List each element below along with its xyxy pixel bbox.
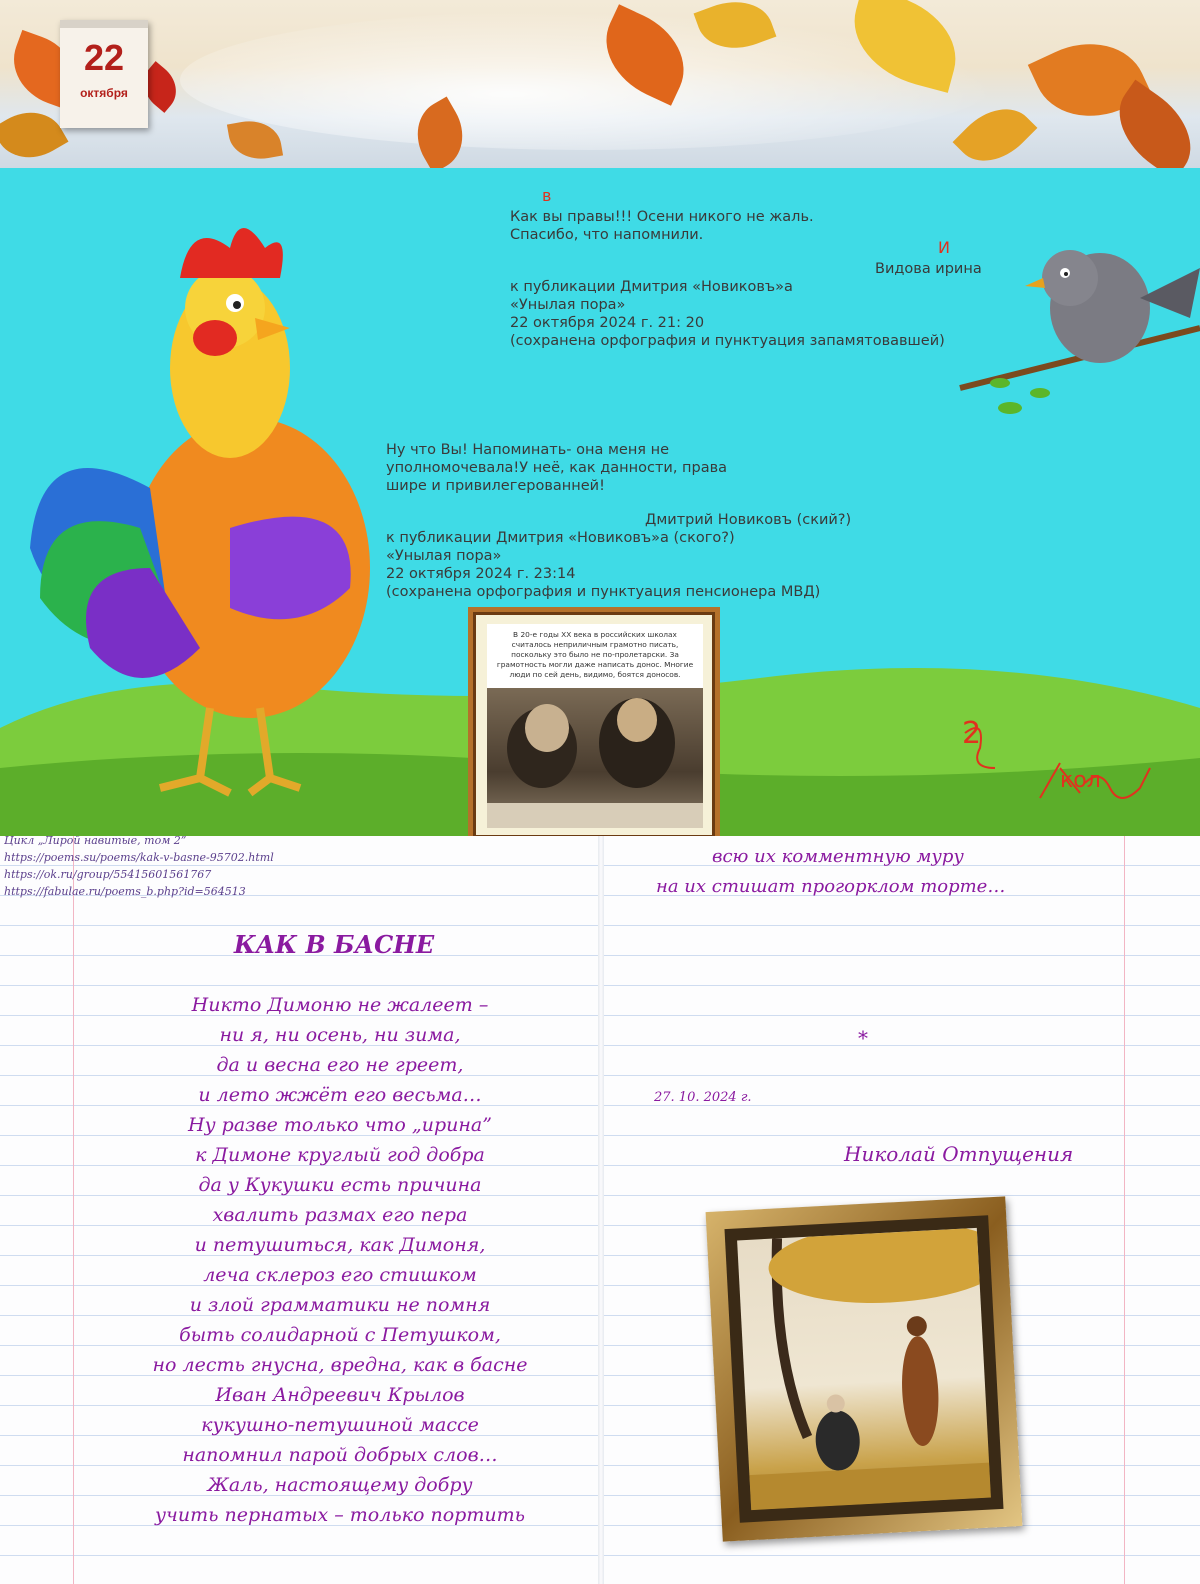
- comment2-author: Дмитрий Новиковъ (ский?): [645, 512, 852, 528]
- poem-line: к Димоне круглый год добра: [195, 1144, 485, 1166]
- comment2-date: 22 октября 2024 г. 23:14: [386, 566, 576, 582]
- correction-i: И: [938, 238, 950, 257]
- poem-line: Иван Андреевич Крылов: [215, 1384, 465, 1406]
- poem-line: Никто Димоню не жалеет –: [191, 994, 489, 1016]
- two-men-picture: [487, 688, 703, 828]
- poem-line: учить пернатых – только портить: [155, 1504, 525, 1526]
- poem-date: 27. 10. 2024 г.: [654, 1090, 752, 1105]
- poem-line: да у Кукушки есть причина: [198, 1174, 482, 1196]
- grade-two: 2: [962, 716, 982, 751]
- framed-caption-photo: [468, 607, 720, 843]
- correction-v: в: [542, 186, 552, 205]
- poem-body: [40, 990, 640, 1530]
- comment1-date: 22 октября 2024 г. 21: 20: [510, 315, 705, 331]
- cycle-title: Цикл „Лирой навитые, том 2”: [4, 834, 187, 847]
- comment2-line1: Ну что Вы! Напоминать- она меня не: [386, 442, 670, 458]
- painting-art: [737, 1228, 991, 1510]
- comment1-note: (сохранена орфография и пунктуация запамятовавшей): [510, 333, 945, 349]
- comment2-line3: шире и привилегерованней!: [386, 478, 605, 494]
- calendar-month: октября: [80, 86, 128, 100]
- autumn-dance-picture: [737, 1228, 991, 1510]
- calendar-day: 22: [83, 37, 125, 78]
- comment2-note: (сохранена орфография и пунктуация пенсионера МВД): [386, 584, 821, 600]
- poem-line: быть солидарной с Петушком,: [179, 1324, 501, 1346]
- right-margin-line: [1124, 836, 1125, 1584]
- comment1-author: Видова ирина: [875, 261, 982, 277]
- poem-line: леча склероз его стишком: [203, 1264, 477, 1286]
- cuckoo-icon: [960, 250, 1200, 414]
- poem-line: кукушно-петушиной массе: [201, 1414, 479, 1436]
- poem-line: и лето жжёт его весьма…: [198, 1084, 482, 1106]
- poem-author: Николай Отпущения: [844, 1142, 1074, 1166]
- poem-line: да и весна его не греет,: [216, 1054, 464, 1076]
- comment1-line2: Спасибо, что напомнили.: [510, 227, 704, 243]
- source-link-poems[interactable]: https://poems.su/poems/kak-v-basne-95702.html: [4, 851, 274, 864]
- comment1-line1: Как вы правы!!! Осени никого не жаль.: [510, 209, 814, 225]
- notebook-spread: [0, 836, 1200, 1584]
- poem-line: и петушиться, как Димоня,: [194, 1234, 486, 1256]
- autumn-banner: [0, 0, 1200, 168]
- poem-line: но лесть гнусна, вредна, как в басне: [152, 1354, 528, 1376]
- photo-image: [487, 688, 703, 828]
- calendar-page: [60, 20, 148, 128]
- poem-continuation-line2: на их стишат прогорклом торте…: [656, 876, 1006, 897]
- photo-inner: [487, 624, 703, 828]
- comment1-title: «Унылая пора»: [510, 297, 626, 313]
- photo-caption: В 20-е годы XX века в российских школах считалось неприличным грамотно писать, поскольку это было не по-пролетарски. За грамотность могли даже написать донос. Многие люди по сей день, видимо, боятся доносов.: [496, 630, 694, 679]
- source-link-fabulae[interactable]: https://fabulae.ru/poems_b.php?id=564513: [4, 885, 246, 898]
- poem-line: напомнил парой добрых слов…: [182, 1444, 498, 1466]
- painting-mat: [724, 1215, 1003, 1522]
- framed-painting: [706, 1196, 1023, 1541]
- comment2-ref: к публикации Дмитрия «Новиковъ»а (ского?): [386, 530, 735, 546]
- poem-continuation-line1: всю их комментную муру: [712, 846, 964, 867]
- poem-asterisk: *: [858, 1026, 868, 1050]
- comment2-line2: уполномочевала!У неё, как данности, права: [386, 460, 728, 476]
- poem-line: Жаль, настоящему добру: [207, 1474, 473, 1496]
- maple-leaf-icon: [0, 98, 68, 168]
- poem-line: и злой грамматики не помня: [189, 1294, 491, 1316]
- poem-line: Ну разве только что „ирина”: [188, 1114, 492, 1136]
- comment2-title: «Унылая пора»: [386, 548, 502, 564]
- grade-kol: кол: [1060, 768, 1101, 793]
- poem-title: КАК В БАСНЕ: [233, 930, 435, 959]
- poem-line: хвалить размах его пера: [212, 1204, 468, 1226]
- comment1-ref: к публикации Дмитрия «Новиковъ»а: [510, 279, 793, 295]
- poem-line: ни я, ни осень, ни зима,: [219, 1024, 461, 1046]
- source-link-ok[interactable]: https://ok.ru/group/55415601561767: [4, 868, 212, 881]
